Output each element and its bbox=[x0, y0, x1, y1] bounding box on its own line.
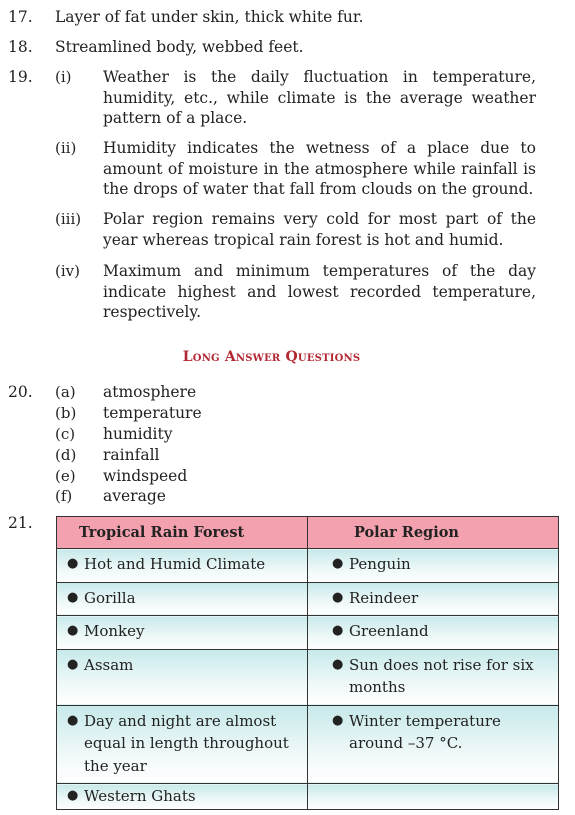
cell-text: Day and night are almost equal in length throughout the year bbox=[84, 711, 289, 775]
sub-label: (c) bbox=[55, 425, 76, 443]
comparison-table bbox=[56, 516, 559, 810]
cell-text: Sun does not rise for six months bbox=[349, 655, 534, 696]
bullet-icon: ● bbox=[332, 656, 344, 672]
table-row bbox=[57, 649, 559, 705]
cell-text: Assam bbox=[84, 655, 134, 674]
answer-text: Layer of fat under skin, thick white fur. bbox=[55, 8, 364, 26]
cell-text: Greenland bbox=[349, 622, 429, 640]
fill-answer: temperature bbox=[103, 404, 202, 422]
question-number: 19. bbox=[8, 68, 33, 86]
fill-answer: windspeed bbox=[103, 467, 188, 485]
table-cell bbox=[57, 784, 308, 810]
sub-answer-text: Weather is the daily fluctuation in temperature, humidity, etc., while climate is the average weather pattern of a place. bbox=[103, 68, 536, 127]
table-cell bbox=[57, 616, 308, 650]
question-number: 17. bbox=[8, 8, 33, 26]
cell-text: Reindeer bbox=[349, 588, 419, 607]
cell-text: Hot and Humid Climate bbox=[84, 555, 266, 573]
sub-answer-text: Humidity indicates the wetness of a place due to amount of moisture in the atmosphere while rainfall is the drops of water that fall from clouds on the ground. bbox=[103, 139, 536, 198]
bullet-icon: ● bbox=[332, 712, 344, 728]
section-heading: Long Answer Questions bbox=[182, 349, 361, 365]
question-number: 20. bbox=[8, 383, 33, 401]
table-cell bbox=[308, 549, 559, 583]
cell-text: Gorilla bbox=[84, 588, 136, 607]
bullet-icon: ● bbox=[332, 589, 344, 605]
table-row bbox=[57, 549, 559, 583]
table-cell bbox=[308, 616, 559, 650]
sub-label: (d) bbox=[55, 446, 77, 464]
cell-text: Penguin bbox=[349, 555, 411, 573]
sub-label: (b) bbox=[55, 404, 77, 422]
table-cell bbox=[308, 705, 559, 784]
bullet-icon: ● bbox=[67, 623, 79, 638]
sub-answer-text: Maximum and minimum temperatures of the day indicate highest and lowest recorded temperature, respectively. bbox=[103, 262, 536, 321]
sub-label: (iii) bbox=[55, 210, 82, 228]
question-number: 18. bbox=[8, 38, 33, 56]
table-cell bbox=[308, 582, 559, 616]
sub-label: (iv) bbox=[55, 262, 80, 280]
bullet-icon: ● bbox=[67, 556, 79, 571]
bullet-icon: ● bbox=[67, 656, 79, 672]
table-row bbox=[57, 705, 559, 784]
table-cell-empty bbox=[308, 784, 559, 810]
cell-text: Winter temperature around –37 °C. bbox=[349, 711, 501, 752]
sub-label: (f) bbox=[55, 487, 73, 505]
table-cell bbox=[57, 549, 308, 583]
fill-answer: rainfall bbox=[103, 446, 160, 464]
bullet-icon: ● bbox=[332, 623, 344, 638]
cell-text: Monkey bbox=[84, 622, 145, 640]
table-row bbox=[57, 582, 559, 616]
sub-label: (a) bbox=[55, 383, 76, 401]
table-cell bbox=[57, 705, 308, 784]
fill-answer: atmosphere bbox=[103, 383, 197, 401]
table-cell bbox=[57, 582, 308, 616]
answer-text: Streamlined body, webbed feet. bbox=[55, 38, 304, 56]
fill-answer: humidity bbox=[103, 425, 173, 443]
sub-answer-text: Polar region remains very cold for most part of the year whereas tropical rain forest is hot and humid. bbox=[103, 210, 536, 249]
bullet-icon: ● bbox=[67, 712, 79, 728]
bullet-icon: ● bbox=[67, 788, 79, 803]
sub-label: (i) bbox=[55, 68, 72, 86]
bullet-icon: ● bbox=[67, 589, 79, 605]
cell-text: Western Ghats bbox=[84, 787, 196, 805]
fill-answer: average bbox=[103, 487, 166, 505]
table-cell bbox=[308, 649, 559, 705]
sub-label: (ii) bbox=[55, 139, 77, 157]
bullet-icon: ● bbox=[332, 556, 344, 571]
sub-label: (e) bbox=[55, 467, 76, 485]
column-header: Polar Region bbox=[308, 517, 559, 549]
table-row bbox=[57, 616, 559, 650]
column-header: Tropical Rain Forest bbox=[57, 517, 308, 549]
question-number: 21. bbox=[8, 514, 33, 532]
table-cell bbox=[57, 649, 308, 705]
table-header-row bbox=[57, 517, 559, 549]
table-row bbox=[57, 784, 559, 810]
